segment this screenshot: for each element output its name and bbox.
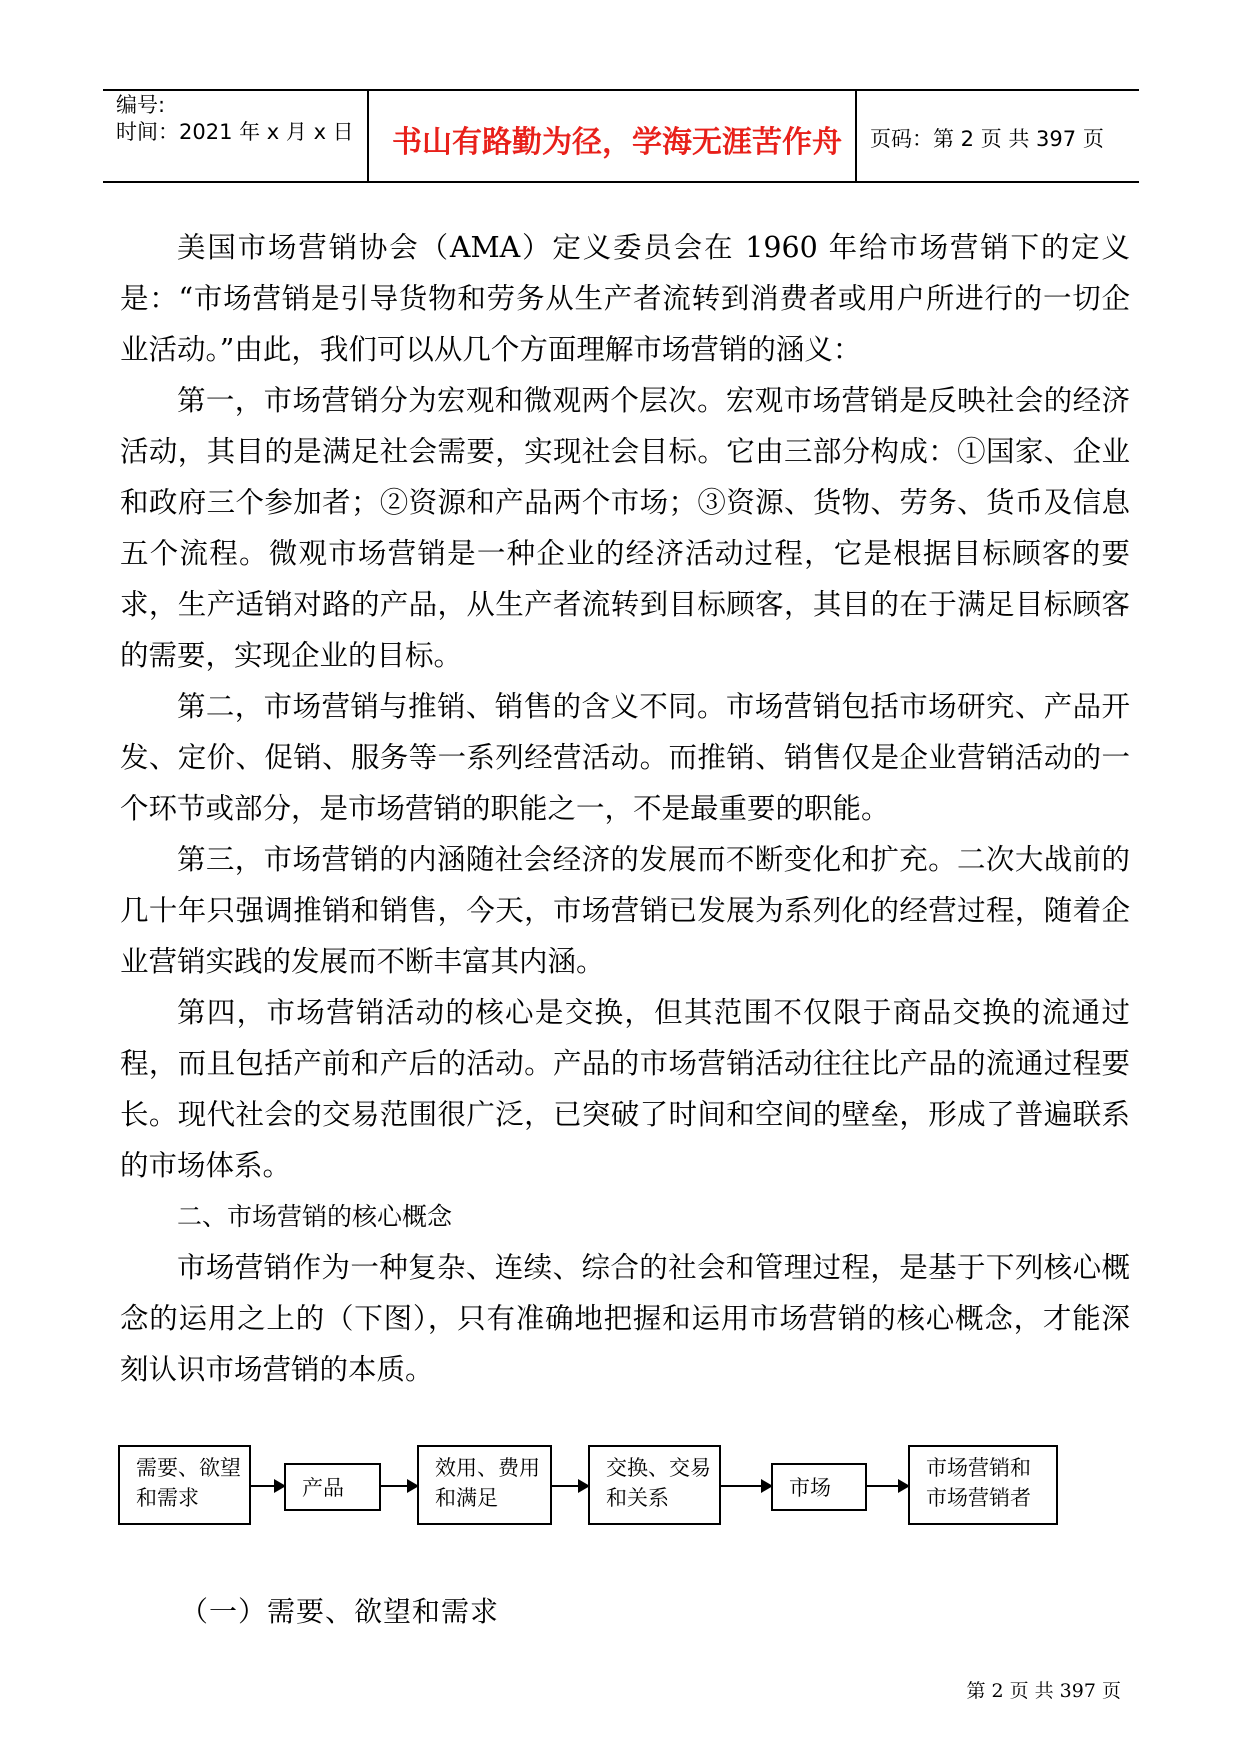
document-time-label: 时间：2021 年 x 月 x 日 [116,120,354,144]
document-body [120,222,1130,1395]
page-number-label: 页码：第 2 页 共 397 页 [870,127,1104,151]
core-concepts-flowchart [118,1445,1058,1525]
footer-page-number: 第 2 页 共 397 页 [966,1680,1121,1702]
flow-box-utility: 效用、费用 和满足 [417,1445,552,1525]
header-motto: 书山有路勤为径，学海无涯苦作舟 [392,125,842,160]
flow-arrow-3 [552,1485,588,1487]
paragraph-point-1: 第一，市场营销分为宏观和微观两个层次。宏观市场营销是反映社会的经济活动，其目的是满足社会需要，实现社会目标。它由三部分构成：①国家、企业和政府三个参加者；②资源和产品两个市场；③资源、货物、劳务、货币及信息五个流程。微观市场营销是一种企业的经济活动过程，它是根据目标顾客的要求，生产适销对路的产品，从生产者流转到目标顾客，其目的在于满足目标顾客的需要，实现企业的目标。 [120,384,1130,672]
flow-arrow-5 [867,1485,908,1487]
document-number-label: 编号: [116,93,166,117]
flow-arrow-4 [721,1485,771,1487]
flow-box-marketers: 市场营销和 市场营销者 [908,1445,1058,1525]
paragraph-point-2: 第二，市场营销与推销、销售的含义不同。市场营销包括市场研究、产品开发、定价、促销、服务等一系列经营活动。而推销、销售仅是企业营销活动的一个环节或部分，是市场营销的职能之一，不是最重要的职能。 [120,690,1130,825]
subsection-title-needs: （一）需要、欲望和需求 [180,1595,500,1628]
flow-box-product: 产品 [284,1463,381,1511]
flow-arrow-2 [381,1485,417,1487]
header-divider-left [367,90,369,182]
header-bottom-rule [103,181,1139,183]
header-top-rule [103,89,1139,91]
paragraph-point-3: 第三，市场营销的内涵随社会经济的发展而不断变化和扩充。二次大战前的几十年只强调推销和销售，今天，市场营销已发展为系列化的经营过程，随着企业营销实践的发展而不断丰富其内涵。 [120,843,1130,978]
flow-box-market: 市场 [771,1463,867,1511]
section-heading-core-concepts: 二、市场营销的核心概念 [177,1202,453,1231]
paragraph-ama-definition: 美国市场营销协会（AMA）定义委员会在 1960 年给市场营销下的定义是：“市场营销是引导货物和劳务从生产者流转到消费者或用户所进行的一切企业活动。”由此，我们可以从几个方面理解市场营销的涵义： [120,231,1130,366]
flow-arrow-1 [251,1485,284,1487]
header-divider-right [855,90,857,182]
paragraph-core-concepts: 市场营销作为一种复杂、连续、综合的社会和管理过程，是基于下列核心概念的运用之上的（下图），只有准确地把握和运用市场营销的核心概念，才能深刻认识市场营销的本质。 [120,1251,1130,1386]
paragraph-point-4: 第四，市场营销活动的核心是交换，但其范围不仅限于商品交换的流通过程，而且包括产前和产后的活动。产品的市场营销活动往往比产品的流通过程要长。现代社会的交易范围很广泛，已突破了时间和空间的壁垒，形成了普遍联系的市场体系。 [120,996,1130,1182]
flow-box-exchange: 交换、交易 和关系 [588,1445,721,1525]
flow-box-needs: 需要、欲望 和需求 [118,1445,251,1525]
